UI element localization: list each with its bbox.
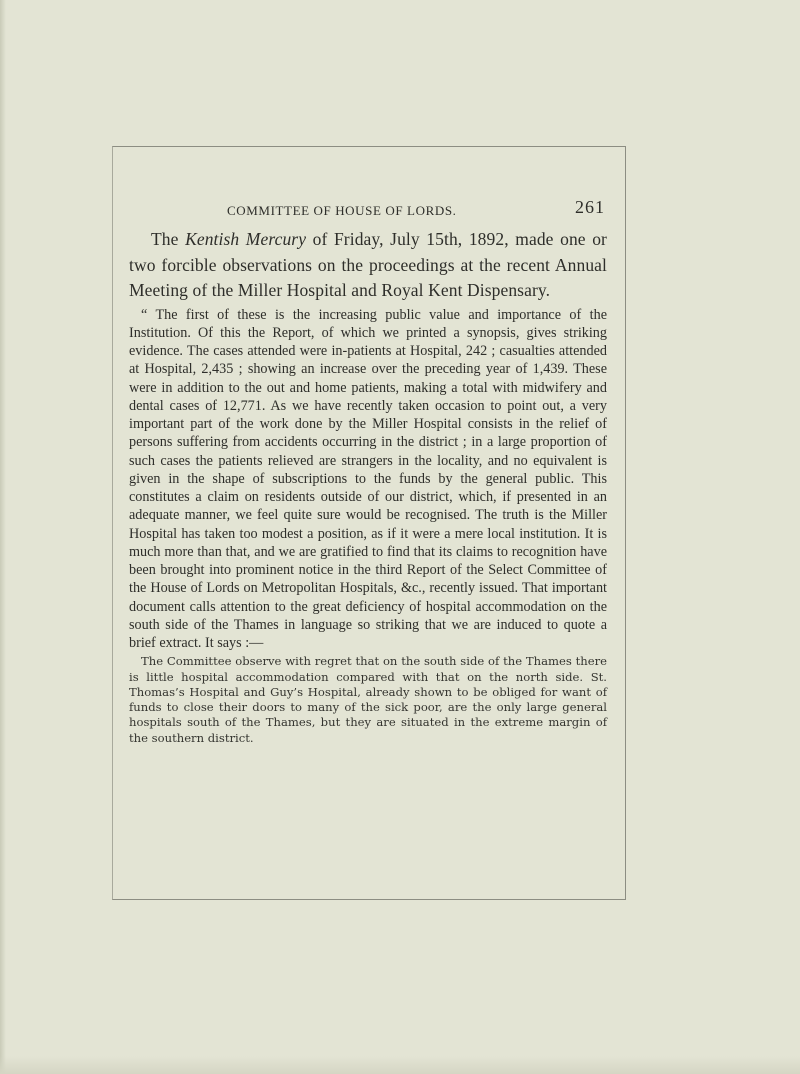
lead-paragraph-after: of Friday, July 15th, 1892, made one or two forcible observations on the proceedings at the recent Annual Meeting of the Miller Hospital and Royal Kent Dispensary. [129, 229, 607, 300]
page-text-block [129, 197, 607, 746]
page-edge-shadow [0, 0, 6, 1074]
page-number: 261 [575, 197, 605, 217]
page-bottom-shadow [0, 1056, 800, 1074]
running-head [129, 197, 607, 223]
lead-paragraph-before: The [151, 229, 186, 249]
newspaper-title: Kentish Mercury [185, 229, 307, 249]
extract-paragraph: The Committee observe with regret that on the south side of the Thames there is little hospital accommodation compared with that on the north side. St. Thomas’s Hospital and Guy’s Hospital, already shown to be obliged for want of funds to close their doors to many of the sick poor, are the only large general hospitals south of the Thames, but they are situated in the extreme margin of the southern district. [129, 654, 607, 745]
lead-paragraph [129, 227, 607, 304]
quoted-paragraph: “ The first of these is the increasing public value and importance of the Institution. Of this the Report, of which we printed a synopsis, gives striking evidence. The cases attended were in-patients at Hospital, 242 ; casualties attended at Hospital, 2,435 ; showing an increase over the preceding year of 1,439. These were in addition to the out and home patients, making a total with midwifery and dental cases of 12,771. As we have recently taken occasion to point out, a very important part of the work done by the Miller Hospital consists in the relief of persons suffering from accidents occurring in the district ; in a large proportion of such cases the patients relieved are strangers in the locality, and no equivalent is given in the shape of subscriptions to the funds by the general public. This constitutes a claim on residents outside of our district, which, if presented in an adequate manner, we feel quite sure would be recognised. The truth is the Miller Hospital has taken too modest a position, as if it were a mere local institution. It is much more than that, and we are gratified to find that its claims to recognition have been brought into prominent notice in the third Report of the Select Committee of the House of Lords on Metropolitan Hospitals, &c., recently issued. That important document calls attention to the great deficiency of hospital accommodation on the south side of the Thames in language so striking that we are induced to quote a brief extract. It says :— [129, 306, 607, 651]
running-title: COMMITTEE OF HOUSE OF LORDS. [227, 203, 457, 218]
